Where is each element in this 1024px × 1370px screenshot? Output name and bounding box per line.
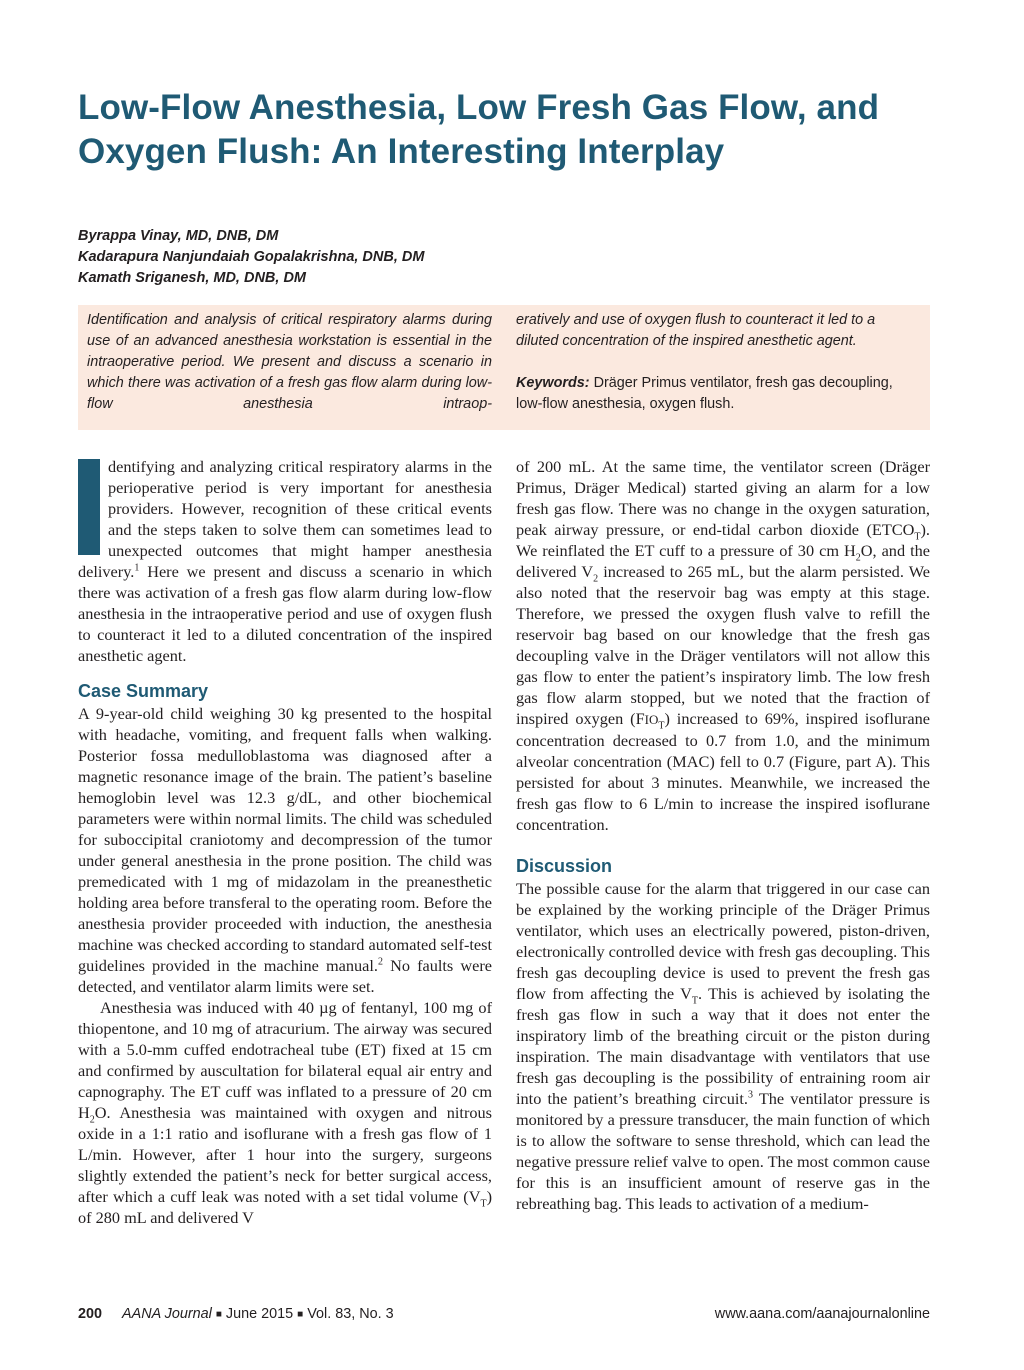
body-column-left — [78, 456, 492, 1228]
subscript: 2 — [89, 1114, 95, 1126]
case-paragraph-1 — [78, 703, 492, 997]
discussion-text: . This is achieved by isolating the fresh gas flow in such a way that it does not enter the inspiratory limb of the breathing circuit or the piston during inspiration. The main disadvantage with ventilators that use fresh gas decoupling is the possibility of entraining room air into the patient’s breathing circuit. — [516, 984, 930, 1108]
discussion-text: The ventilator pressure is monitored by a pressure transducer, the main function of which is to allow the software to sense threshold, which can lead the negative pressure relief valve to open. The most common cause for this is an insufficient amount of reserve gas in the rebreathing bag. This leads to activation of a medium- — [516, 1089, 930, 1213]
subscript: T — [691, 995, 699, 1007]
intro-text-cont: Here we present and discuss a scenario in which there was activation of a fresh gas flow alarm during low-flow anesthesia in the intraoperative period and use of oxygen flush to counteract it led to a diluted concentration of the inspired anesthetic agent. — [78, 562, 492, 665]
case-text: increased to 265 mL, but the alarm persisted. We also noted that the reservoir bag was empty at this stage. Therefore, we pressed the oxygen flush valve to refill the reservoir bag based on our knowledge that the fresh gas decoupling valve in the Dräger ventilators will not allow this gas flow to enter the patient’s inspiratory limb. The low fresh gas flow alarm stopped, but we noted that the fraction of inspired oxygen (F — [516, 562, 930, 728]
subscript: T — [480, 1198, 487, 1210]
journal-name: AANA Journal — [122, 1306, 212, 1322]
case-text: of 200 mL. At the same time, the ventilator screen (Dräger Primus, Dräger Medical) started giving an alarm for a low fresh gas flow. There was no change in the oxygen saturation, peak airway pressure, or end-tidal carbon dioxide (ETCO — [516, 457, 930, 539]
keywords-text: Dräger Primus ventilator, fresh gas decoupling, low-flow anesthesia, oxygen flush. — [516, 375, 893, 412]
discussion-paragraph — [516, 878, 930, 1214]
discussion-heading: Discussion — [516, 856, 613, 876]
page-footer — [78, 1303, 930, 1325]
subscript: 2 — [855, 552, 861, 564]
reference-marker: 2 — [378, 956, 383, 968]
subscript: T — [914, 531, 921, 543]
case-text: O. Anesthesia was maintained with oxygen and nitrous oxide in a 1:1 ratio and isoflurane with a fresh gas flow of 1 L/min. However, after 1 hour into the surgery, surgeons slightly extended the patient’s neck for better surgical access, after which a cuff leak was noted with a set tidal volume (V — [78, 1103, 492, 1206]
case-text: O, and the delivered V — [516, 541, 930, 581]
case-text: A 9-year-old child weighing 30 kg presented to the hospital with headache, vomiting, and frequent falls when walking. Posterior fossa medulloblastoma was diagnosed after a magnetic resonance image of the brain. The patient’s baseline hemoglobin level was 12.3 g/dL, and other biochemical parameters were within normal limits. The child was scheduled for suboccipital craniotomy and decompression of the tumor under general anesthesia in the prone position. The child was premedicated with 1 mg of midazolam in the preanesthetic holding area before transferal to the operating room. Before the anesthesia provider proceeded with induction, the anesthesia machine was checked according to standard automated self-test guidelines provided in the machine manual. — [78, 704, 492, 975]
intro-paragraph — [78, 456, 492, 666]
author-name: Byrappa Vinay, MD, DNB, DM — [78, 228, 279, 244]
abstract-text-right: eratively and use of oxygen flush to counteract it led to a diluted concentration of the inspired anesthetic agent. — [516, 312, 876, 349]
case-text: ) of 280 mL and delivered V — [78, 1187, 492, 1227]
keywords — [516, 373, 921, 415]
case-paragraph-2 — [78, 997, 492, 1228]
drop-cap-letter-i — [78, 459, 100, 555]
intro-text: dentifying and analyzing critical respiratory alarms in the perioperative period is very important for anesthesia providers. However, recognition of these critical events and the steps taken to solve them can sometimes lead to unexpected outcomes that might hamper anesthesia delivery. — [78, 457, 492, 581]
article-title: Low-Flow Anesthesia, Low Fresh Gas Flow, and Oxygen Flush: An Interesting Interplay — [78, 88, 880, 171]
keywords-label: Keywords: — [516, 375, 590, 391]
subscript: 2 — [593, 573, 599, 585]
case-paragraph-2-cont — [516, 456, 930, 835]
author-name: Kadarapura Nanjundaiah Gopalakrishna, DNB, DM — [78, 248, 425, 265]
page-number: 200 — [78, 1306, 103, 1322]
abstract-text-left: Identification and analysis of critical respiratory alarms during use of an advanced anesthesia workstation is essential in the intraoperative period. We present and discuss a scenario in which there was activation of a fresh gas flow alarm during low-flow anesthesia intraop- — [87, 312, 492, 412]
separator-square: ■ — [297, 1309, 304, 1320]
issue-date: June 2015 — [225, 1306, 294, 1322]
case-text: Anesthesia was induced with 40 µg of fentanyl, 100 mg of thiopentone, and 10 mg of atracurium. The airway was secured with a 5.0-mm cuffed endotracheal tube (ET) fixed at 15 cm and confirmed by auscultation for bilateral equal air entry and capnography. The ET cuff was inflated to a pressure of 20 cm H — [78, 998, 492, 1122]
author-name: Kamath Sriganesh, MD, DNB, DM — [78, 269, 306, 286]
case-text: ). We reinflated the ET cuff to a pressure of 30 cm H — [516, 520, 930, 560]
body-column-right — [516, 456, 930, 1214]
case-text-cont: No faults were detected, and ventilator alarm limits were set. — [78, 956, 493, 996]
case-summary-heading: Case Summary — [78, 681, 209, 701]
reference-marker: 3 — [748, 1089, 753, 1101]
volume-info: Vol. 83, No. 3 — [307, 1306, 394, 1322]
subscript: T — [658, 720, 665, 732]
case-text: ) increased to 69%, inspired isoflurane concentration decreased to 0.7 from 1.0, and the minimum alveolar concentration (MAC) fell to 0.7 (Figure, part A). This persisted for about 3 minutes. Meanwhile, we increased the fresh gas flow to 6 L/min to increase the inspired isoflurane concentration. — [516, 709, 930, 834]
abstract-right-column — [516, 310, 921, 415]
reference-marker: 1 — [134, 562, 140, 574]
abstract-box — [78, 305, 930, 430]
separator-square: ■ — [215, 1309, 222, 1320]
small-caps-text: IO — [644, 712, 659, 727]
journal-url[interactable]: www.aana.com/aanajournalonline — [714, 1306, 930, 1322]
author-list — [78, 226, 424, 288]
discussion-text: The possible cause for the alarm that triggered in our case can be explained by the working principle of the Dräger Primus ventilator, which uses an electrically powered, piston-driven, electronically controlled device with fresh gas decoupling. This fresh gas decoupling device is used to prevent the fresh gas flow from affecting the V — [516, 879, 930, 1003]
